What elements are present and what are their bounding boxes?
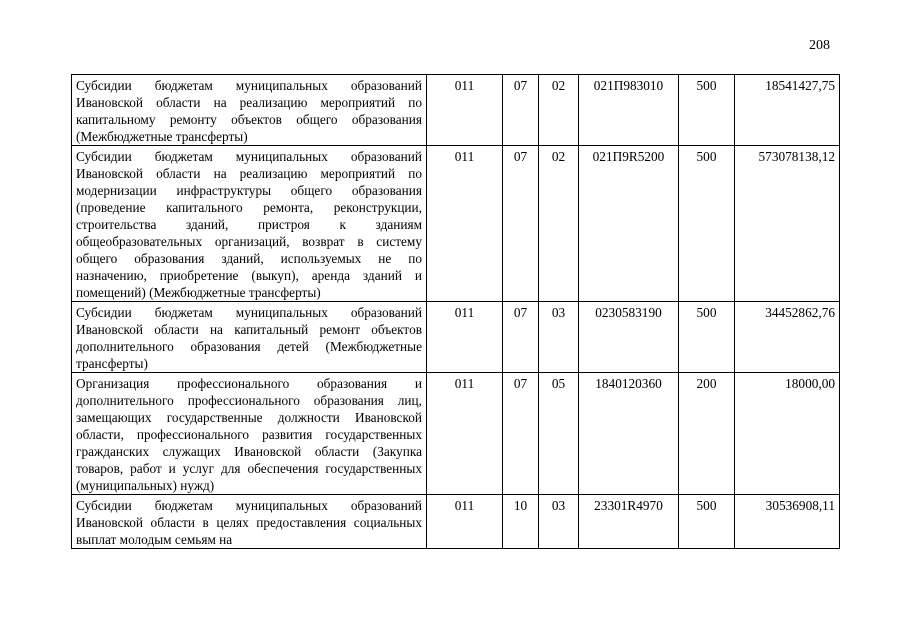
section-code: 07 (503, 373, 539, 495)
amount: 18541427,75 (735, 75, 840, 146)
amount: 30536908,11 (735, 495, 840, 549)
subsection-code: 02 (539, 146, 579, 302)
ministry-code: 011 (427, 75, 503, 146)
ministry-code: 011 (427, 373, 503, 495)
expense-type-code: 500 (679, 302, 735, 373)
row-description: Субсидии бюджетам муниципальных образований Ивановской области в целях предоставления социальных выплат молодым семьям на (72, 495, 427, 549)
expense-type-code: 500 (679, 146, 735, 302)
budget-table (71, 74, 840, 549)
ministry-code: 011 (427, 146, 503, 302)
section-code: 07 (503, 146, 539, 302)
subsection-code: 03 (539, 495, 579, 549)
table-row (72, 146, 840, 302)
table-row (72, 495, 840, 549)
row-description: Организация профессионального образования и дополнительного профессионального образования лиц, замещающих государственные должности Ивановской области, профессионального развития государственных гражданских служащих Ивановской области (Закупка товаров, работ и услуг для обеспечения государственных (муниципальных) нужд) (72, 373, 427, 495)
ministry-code: 011 (427, 495, 503, 549)
table-row (72, 373, 840, 495)
section-code: 07 (503, 75, 539, 146)
amount: 18000,00 (735, 373, 840, 495)
target-article-code: 021П983010 (579, 75, 679, 146)
amount: 573078138,12 (735, 146, 840, 302)
target-article-code: 0230583190 (579, 302, 679, 373)
subsection-code: 02 (539, 75, 579, 146)
target-article-code: 021П9R5200 (579, 146, 679, 302)
subsection-code: 05 (539, 373, 579, 495)
table-row (72, 302, 840, 373)
row-description: Субсидии бюджетам муниципальных образований Ивановской области на реализацию мероприятий по капитальному ремонту объектов общего образования (Межбюджетные трансферты) (72, 75, 427, 146)
table-row (72, 75, 840, 146)
page-number: 208 (809, 38, 830, 53)
section-code: 10 (503, 495, 539, 549)
ministry-code: 011 (427, 302, 503, 373)
section-code: 07 (503, 302, 539, 373)
expense-type-code: 500 (679, 495, 735, 549)
expense-type-code: 500 (679, 75, 735, 146)
row-description: Субсидии бюджетам муниципальных образований Ивановской области на реализацию мероприятий по модернизации инфраструктуры общего образования (проведение капитального ремонта, реконструкции, строительства зданий, пристроя к зданиям общеобразовательных организаций, возврат в систему общего образования зданий, используемых не по назначению, приобретение (выкуп), аренда зданий и помещений) (Межбюджетные трансферты) (72, 146, 427, 302)
row-description: Субсидии бюджетам муниципальных образований Ивановской области на капитальный ремонт объектов дополнительного образования детей (Межбюджетные трансферты) (72, 302, 427, 373)
target-article-code: 23301R4970 (579, 495, 679, 549)
subsection-code: 03 (539, 302, 579, 373)
amount: 34452862,76 (735, 302, 840, 373)
expense-type-code: 200 (679, 373, 735, 495)
target-article-code: 1840120360 (579, 373, 679, 495)
